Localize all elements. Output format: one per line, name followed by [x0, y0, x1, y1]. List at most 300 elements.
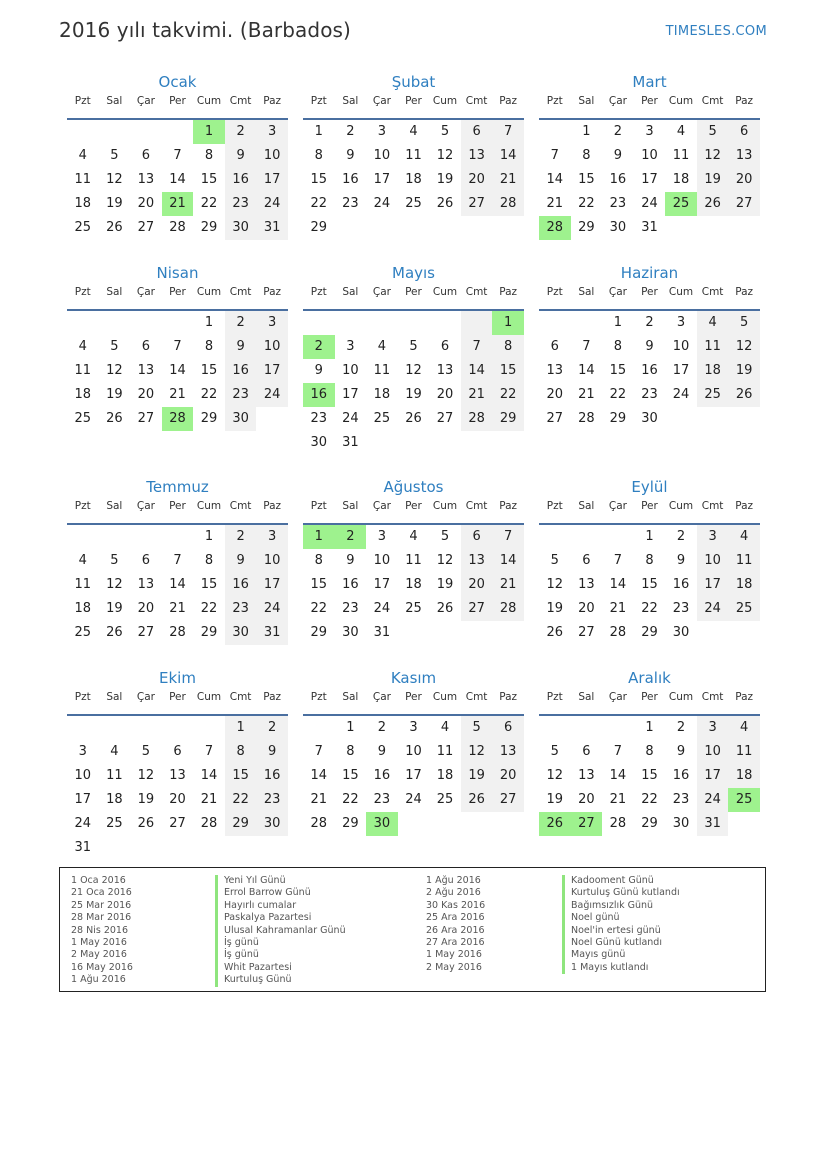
- calendar-day[interactable]: 26: [405, 411, 422, 426]
- calendar-day[interactable]: 16: [225, 359, 257, 383]
- calendar-day[interactable]: 6: [461, 525, 493, 549]
- calendar-day[interactable]: 27: [436, 411, 454, 426]
- calendar-day[interactable]: 5: [440, 529, 450, 544]
- calendar-day[interactable]: 20: [137, 601, 155, 616]
- holiday-day[interactable]: 2: [303, 335, 335, 359]
- calendar-day[interactable]: 1: [314, 124, 323, 139]
- holiday-day[interactable]: 16: [303, 383, 335, 407]
- calendar-day[interactable]: 25: [74, 625, 92, 640]
- calendar-day[interactable]: 17: [373, 577, 391, 592]
- calendar-day[interactable]: 13: [546, 363, 564, 378]
- calendar-day[interactable]: 24: [342, 411, 359, 426]
- calendar-day[interactable]: 8: [346, 744, 355, 759]
- calendar-day[interactable]: 18: [74, 387, 92, 402]
- calendar-day[interactable]: 4: [78, 148, 87, 163]
- calendar-day[interactable]: 27: [461, 192, 493, 216]
- calendar-day[interactable]: 7: [173, 148, 182, 163]
- calendar-day[interactable]: 9: [314, 363, 323, 378]
- calendar-day[interactable]: 18: [672, 172, 690, 187]
- calendar-day[interactable]: 13: [436, 363, 454, 378]
- calendar-day[interactable]: 9: [225, 335, 257, 359]
- calendar-day[interactable]: 28: [609, 816, 627, 831]
- calendar-day[interactable]: 11: [728, 740, 760, 764]
- calendar-day[interactable]: 5: [728, 311, 760, 335]
- calendar-day[interactable]: 27: [492, 788, 524, 812]
- calendar-day[interactable]: 30: [225, 621, 257, 645]
- calendar-day[interactable]: 21: [461, 383, 493, 407]
- calendar-day[interactable]: 13: [728, 144, 760, 168]
- calendar-day[interactable]: 4: [78, 339, 87, 354]
- calendar-day[interactable]: 26: [137, 816, 155, 831]
- calendar-day[interactable]: 6: [440, 339, 450, 354]
- calendar-day[interactable]: 31: [373, 625, 391, 640]
- calendar-day[interactable]: 24: [672, 387, 690, 402]
- calendar-day[interactable]: 2: [225, 120, 257, 144]
- calendar-day[interactable]: 15: [641, 768, 658, 783]
- calendar-day[interactable]: 23: [609, 196, 627, 211]
- calendar-day[interactable]: 24: [256, 597, 288, 621]
- calendar-day[interactable]: 13: [137, 577, 155, 592]
- calendar-day[interactable]: 18: [697, 359, 729, 383]
- calendar-day[interactable]: 15: [200, 172, 218, 187]
- holiday-day[interactable]: 28: [162, 407, 194, 431]
- calendar-day[interactable]: 17: [373, 172, 391, 187]
- calendar-day[interactable]: 18: [405, 577, 422, 592]
- calendar-day[interactable]: 7: [173, 553, 182, 568]
- calendar-day[interactable]: 28: [169, 625, 186, 640]
- calendar-day[interactable]: 28: [609, 625, 627, 640]
- calendar-day[interactable]: 5: [461, 716, 493, 740]
- calendar-day[interactable]: 8: [204, 553, 214, 568]
- site-link[interactable]: TIMESLES.COM: [665, 24, 767, 39]
- calendar-day[interactable]: 9: [377, 744, 387, 759]
- calendar-day[interactable]: 28: [578, 411, 595, 426]
- calendar-day[interactable]: 26: [436, 196, 454, 211]
- calendar-day[interactable]: 30: [256, 812, 288, 836]
- calendar-day[interactable]: 8: [582, 148, 591, 163]
- calendar-day[interactable]: 24: [697, 597, 729, 621]
- calendar-day[interactable]: 27: [137, 411, 155, 426]
- calendar-day[interactable]: 22: [225, 788, 257, 812]
- calendar-day[interactable]: 12: [137, 768, 155, 783]
- calendar-day[interactable]: 25: [74, 411, 92, 426]
- holiday-day[interactable]: 2: [335, 525, 367, 549]
- calendar-day[interactable]: 10: [74, 768, 92, 783]
- calendar-day[interactable]: 28: [461, 407, 493, 431]
- calendar-day[interactable]: 27: [728, 192, 760, 216]
- calendar-day[interactable]: 11: [106, 768, 123, 783]
- calendar-day[interactable]: 8: [645, 553, 654, 568]
- calendar-day[interactable]: 3: [346, 339, 355, 354]
- calendar-day[interactable]: 15: [200, 577, 218, 592]
- calendar-day[interactable]: 19: [106, 196, 123, 211]
- calendar-day[interactable]: 30: [672, 816, 690, 831]
- calendar-day[interactable]: 13: [578, 768, 595, 783]
- calendar-day[interactable]: 15: [641, 577, 658, 592]
- holiday-day[interactable]: 1: [492, 311, 524, 335]
- calendar-day[interactable]: 6: [492, 716, 524, 740]
- calendar-day[interactable]: 27: [461, 597, 493, 621]
- calendar-day[interactable]: 9: [645, 339, 654, 354]
- calendar-day[interactable]: 22: [342, 792, 359, 807]
- calendar-day[interactable]: 30: [342, 625, 359, 640]
- calendar-day[interactable]: 21: [492, 168, 524, 192]
- calendar-day[interactable]: 27: [169, 816, 186, 831]
- calendar-day[interactable]: 6: [173, 744, 182, 759]
- calendar-day[interactable]: 4: [728, 525, 760, 549]
- calendar-day[interactable]: 29: [225, 812, 257, 836]
- calendar-day[interactable]: 12: [697, 144, 729, 168]
- calendar-day[interactable]: 11: [405, 148, 422, 163]
- calendar-day[interactable]: 26: [461, 788, 493, 812]
- calendar-day[interactable]: 28: [200, 816, 218, 831]
- calendar-day[interactable]: 6: [141, 339, 151, 354]
- calendar-day[interactable]: 19: [405, 387, 422, 402]
- calendar-day[interactable]: 18: [373, 387, 391, 402]
- calendar-day[interactable]: 31: [342, 435, 359, 450]
- holiday-day[interactable]: 21: [162, 192, 194, 216]
- calendar-day[interactable]: 10: [641, 148, 658, 163]
- calendar-day[interactable]: 6: [461, 120, 493, 144]
- calendar-day[interactable]: 19: [436, 172, 454, 187]
- calendar-day[interactable]: 10: [672, 339, 690, 354]
- calendar-day[interactable]: 12: [728, 335, 760, 359]
- calendar-day[interactable]: 18: [728, 764, 760, 788]
- calendar-day[interactable]: 12: [546, 768, 564, 783]
- calendar-day[interactable]: 21: [609, 601, 627, 616]
- calendar-day[interactable]: 7: [613, 553, 623, 568]
- calendar-day[interactable]: 3: [676, 315, 686, 330]
- calendar-day[interactable]: 11: [697, 335, 729, 359]
- calendar-day[interactable]: 23: [225, 597, 257, 621]
- calendar-day[interactable]: 5: [697, 120, 729, 144]
- calendar-day[interactable]: 3: [409, 720, 418, 735]
- calendar-day[interactable]: 12: [106, 577, 123, 592]
- calendar-day[interactable]: 8: [204, 148, 214, 163]
- calendar-day[interactable]: 6: [550, 339, 559, 354]
- calendar-day[interactable]: 19: [461, 764, 493, 788]
- calendar-day[interactable]: 18: [728, 573, 760, 597]
- calendar-day[interactable]: 13: [461, 144, 493, 168]
- calendar-day[interactable]: 16: [672, 577, 690, 592]
- calendar-day[interactable]: 15: [492, 359, 524, 383]
- calendar-day[interactable]: 4: [697, 311, 729, 335]
- calendar-day[interactable]: 22: [641, 601, 658, 616]
- calendar-day[interactable]: 13: [492, 740, 524, 764]
- calendar-day[interactable]: 3: [697, 525, 729, 549]
- calendar-day[interactable]: 4: [110, 744, 119, 759]
- calendar-day[interactable]: 7: [550, 148, 559, 163]
- calendar-day[interactable]: 3: [645, 124, 654, 139]
- calendar-day[interactable]: 6: [141, 148, 151, 163]
- calendar-day[interactable]: 5: [550, 744, 559, 759]
- calendar-day[interactable]: 5: [110, 148, 119, 163]
- holiday-day[interactable]: 25: [728, 788, 760, 812]
- calendar-day[interactable]: 13: [578, 577, 595, 592]
- calendar-day[interactable]: 12: [436, 148, 454, 163]
- calendar-day[interactable]: 3: [377, 529, 387, 544]
- calendar-day[interactable]: 24: [405, 792, 422, 807]
- calendar-day[interactable]: 26: [728, 383, 760, 407]
- calendar-day[interactable]: 22: [200, 387, 218, 402]
- calendar-day[interactable]: 10: [697, 549, 729, 573]
- calendar-day[interactable]: 22: [310, 196, 328, 211]
- calendar-day[interactable]: 28: [492, 597, 524, 621]
- calendar-day[interactable]: 13: [461, 549, 493, 573]
- calendar-day[interactable]: 15: [200, 363, 218, 378]
- calendar-day[interactable]: 17: [74, 792, 92, 807]
- calendar-day[interactable]: 26: [106, 411, 123, 426]
- calendar-day[interactable]: 15: [310, 577, 328, 592]
- calendar-day[interactable]: 23: [225, 192, 257, 216]
- calendar-day[interactable]: 29: [578, 220, 595, 235]
- calendar-day[interactable]: 4: [409, 529, 418, 544]
- calendar-day[interactable]: 16: [342, 577, 359, 592]
- calendar-day[interactable]: 2: [676, 720, 686, 735]
- calendar-day[interactable]: 29: [200, 625, 218, 640]
- calendar-day[interactable]: 24: [373, 196, 391, 211]
- calendar-day[interactable]: 10: [405, 744, 422, 759]
- calendar-day[interactable]: 25: [697, 383, 729, 407]
- calendar-day[interactable]: 15: [310, 172, 328, 187]
- calendar-day[interactable]: 6: [141, 553, 151, 568]
- calendar-day[interactable]: 11: [405, 553, 422, 568]
- calendar-day[interactable]: 12: [461, 740, 493, 764]
- calendar-day[interactable]: 22: [200, 196, 218, 211]
- calendar-day[interactable]: 8: [204, 339, 214, 354]
- calendar-day[interactable]: 26: [106, 625, 123, 640]
- calendar-day[interactable]: 16: [641, 363, 658, 378]
- holiday-day[interactable]: 1: [303, 525, 335, 549]
- calendar-day[interactable]: 21: [546, 196, 564, 211]
- holiday-day[interactable]: 25: [665, 192, 697, 216]
- calendar-day[interactable]: 2: [225, 525, 257, 549]
- calendar-day[interactable]: 29: [609, 411, 627, 426]
- calendar-day[interactable]: 4: [440, 720, 450, 735]
- calendar-day[interactable]: 14: [169, 577, 186, 592]
- calendar-day[interactable]: 17: [697, 764, 729, 788]
- calendar-day[interactable]: 25: [436, 792, 454, 807]
- calendar-day[interactable]: 26: [697, 192, 729, 216]
- calendar-day[interactable]: 12: [546, 577, 564, 592]
- calendar-day[interactable]: 16: [225, 573, 257, 597]
- calendar-day[interactable]: 9: [346, 553, 355, 568]
- holiday-day[interactable]: 28: [539, 216, 571, 240]
- calendar-day[interactable]: 14: [200, 768, 218, 783]
- calendar-day[interactable]: 29: [200, 220, 218, 235]
- calendar-day[interactable]: 10: [256, 144, 288, 168]
- calendar-day[interactable]: 9: [346, 148, 355, 163]
- calendar-day[interactable]: 20: [137, 387, 155, 402]
- calendar-day[interactable]: 9: [613, 148, 623, 163]
- calendar-day[interactable]: 23: [256, 788, 288, 812]
- calendar-day[interactable]: 22: [641, 792, 658, 807]
- calendar-day[interactable]: 16: [342, 172, 359, 187]
- calendar-day[interactable]: 2: [676, 529, 686, 544]
- calendar-day[interactable]: 23: [342, 196, 359, 211]
- calendar-day[interactable]: 12: [405, 363, 422, 378]
- calendar-day[interactable]: 20: [728, 168, 760, 192]
- calendar-day[interactable]: 14: [546, 172, 564, 187]
- calendar-day[interactable]: 4: [78, 553, 87, 568]
- calendar-day[interactable]: 11: [74, 363, 92, 378]
- calendar-day[interactable]: 3: [377, 124, 387, 139]
- calendar-day[interactable]: 17: [672, 363, 690, 378]
- calendar-day[interactable]: 31: [641, 220, 658, 235]
- calendar-day[interactable]: 14: [492, 549, 524, 573]
- calendar-day[interactable]: 17: [342, 387, 359, 402]
- calendar-day[interactable]: 1: [225, 716, 257, 740]
- calendar-day[interactable]: 9: [225, 144, 257, 168]
- calendar-day[interactable]: 20: [578, 601, 595, 616]
- calendar-day[interactable]: 11: [728, 549, 760, 573]
- calendar-day[interactable]: 6: [582, 744, 591, 759]
- calendar-day[interactable]: 2: [346, 124, 355, 139]
- calendar-day[interactable]: 1: [204, 315, 214, 330]
- calendar-day[interactable]: 17: [405, 768, 422, 783]
- calendar-day[interactable]: 2: [225, 311, 257, 335]
- calendar-day[interactable]: 10: [256, 549, 288, 573]
- calendar-day[interactable]: 19: [137, 792, 155, 807]
- calendar-day[interactable]: 24: [697, 788, 729, 812]
- calendar-day[interactable]: 21: [169, 601, 186, 616]
- calendar-day[interactable]: 22: [492, 383, 524, 407]
- calendar-day[interactable]: 5: [141, 744, 151, 759]
- calendar-day[interactable]: 29: [641, 816, 658, 831]
- calendar-day[interactable]: 19: [106, 387, 123, 402]
- calendar-day[interactable]: 17: [641, 172, 658, 187]
- calendar-day[interactable]: 2: [377, 720, 387, 735]
- calendar-day[interactable]: 22: [609, 387, 627, 402]
- calendar-day[interactable]: 23: [672, 601, 690, 616]
- calendar-day[interactable]: 30: [609, 220, 627, 235]
- calendar-day[interactable]: 8: [492, 335, 524, 359]
- calendar-day[interactable]: 5: [550, 553, 559, 568]
- calendar-day[interactable]: 14: [461, 359, 493, 383]
- calendar-day[interactable]: 19: [697, 168, 729, 192]
- calendar-day[interactable]: 7: [314, 744, 323, 759]
- calendar-day[interactable]: 7: [492, 525, 524, 549]
- calendar-day[interactable]: 11: [373, 363, 391, 378]
- calendar-day[interactable]: 11: [74, 172, 92, 187]
- calendar-day[interactable]: 5: [110, 339, 119, 354]
- calendar-day[interactable]: 10: [256, 335, 288, 359]
- calendar-day[interactable]: 21: [609, 792, 627, 807]
- calendar-day[interactable]: 21: [492, 573, 524, 597]
- calendar-day[interactable]: 21: [578, 387, 595, 402]
- calendar-day[interactable]: 8: [225, 740, 257, 764]
- calendar-day[interactable]: 16: [672, 768, 690, 783]
- calendar-day[interactable]: 6: [582, 553, 591, 568]
- calendar-day[interactable]: 16: [225, 168, 257, 192]
- calendar-day[interactable]: 2: [613, 124, 623, 139]
- calendar-day[interactable]: 8: [645, 744, 654, 759]
- calendar-day[interactable]: 25: [373, 411, 391, 426]
- calendar-day[interactable]: 3: [78, 744, 87, 759]
- calendar-day[interactable]: 19: [546, 792, 564, 807]
- calendar-day[interactable]: 18: [405, 172, 422, 187]
- calendar-day[interactable]: 10: [373, 148, 391, 163]
- calendar-day[interactable]: 26: [546, 625, 564, 640]
- calendar-day[interactable]: 1: [645, 529, 654, 544]
- calendar-day[interactable]: 13: [137, 172, 155, 187]
- calendar-day[interactable]: 5: [110, 553, 119, 568]
- calendar-day[interactable]: 3: [256, 120, 288, 144]
- calendar-day[interactable]: 25: [405, 196, 422, 211]
- calendar-day[interactable]: 19: [728, 359, 760, 383]
- calendar-day[interactable]: 20: [461, 573, 493, 597]
- calendar-day[interactable]: 7: [613, 744, 623, 759]
- calendar-day[interactable]: 28: [169, 220, 186, 235]
- calendar-day[interactable]: 30: [225, 216, 257, 240]
- calendar-day[interactable]: 27: [137, 625, 155, 640]
- calendar-day[interactable]: 13: [169, 768, 186, 783]
- holiday-day[interactable]: 27: [571, 812, 603, 836]
- calendar-day[interactable]: 28: [310, 816, 328, 831]
- calendar-day[interactable]: 27: [578, 625, 595, 640]
- calendar-day[interactable]: 26: [106, 220, 123, 235]
- calendar-day[interactable]: 4: [409, 124, 418, 139]
- calendar-day[interactable]: 24: [256, 192, 288, 216]
- calendar-day[interactable]: 4: [676, 124, 686, 139]
- calendar-day[interactable]: 12: [106, 172, 123, 187]
- calendar-day[interactable]: 23: [373, 792, 391, 807]
- calendar-day[interactable]: 16: [609, 172, 627, 187]
- calendar-day[interactable]: 3: [256, 525, 288, 549]
- calendar-day[interactable]: 1: [582, 124, 591, 139]
- calendar-day[interactable]: 22: [200, 601, 218, 616]
- calendar-day[interactable]: 7: [204, 744, 214, 759]
- calendar-day[interactable]: 20: [492, 764, 524, 788]
- calendar-day[interactable]: 16: [256, 764, 288, 788]
- holiday-day[interactable]: 1: [193, 120, 225, 144]
- calendar-day[interactable]: 1: [346, 720, 355, 735]
- calendar-day[interactable]: 25: [106, 816, 123, 831]
- calendar-day[interactable]: 7: [461, 335, 493, 359]
- calendar-day[interactable]: 18: [74, 196, 92, 211]
- calendar-day[interactable]: 22: [310, 601, 328, 616]
- calendar-day[interactable]: 9: [225, 549, 257, 573]
- calendar-day[interactable]: 23: [310, 411, 328, 426]
- calendar-day[interactable]: 14: [492, 144, 524, 168]
- calendar-day[interactable]: 25: [405, 601, 422, 616]
- calendar-day[interactable]: 19: [546, 601, 564, 616]
- calendar-day[interactable]: 30: [672, 625, 690, 640]
- calendar-day[interactable]: 20: [436, 387, 454, 402]
- calendar-day[interactable]: 20: [137, 196, 155, 211]
- calendar-day[interactable]: 24: [641, 196, 658, 211]
- calendar-day[interactable]: 19: [436, 577, 454, 592]
- calendar-day[interactable]: 21: [200, 792, 218, 807]
- holiday-day[interactable]: 26: [539, 812, 571, 836]
- calendar-day[interactable]: 24: [74, 816, 92, 831]
- calendar-day[interactable]: 23: [641, 387, 658, 402]
- calendar-day[interactable]: 8: [314, 553, 323, 568]
- calendar-day[interactable]: 24: [256, 383, 288, 407]
- calendar-day[interactable]: 29: [310, 625, 328, 640]
- calendar-day[interactable]: 15: [225, 764, 257, 788]
- calendar-day[interactable]: 2: [256, 716, 288, 740]
- calendar-day[interactable]: 23: [225, 383, 257, 407]
- calendar-day[interactable]: 12: [436, 553, 454, 568]
- calendar-day[interactable]: 17: [256, 573, 288, 597]
- calendar-day[interactable]: 1: [613, 315, 623, 330]
- calendar-day[interactable]: 18: [74, 601, 92, 616]
- calendar-day[interactable]: 5: [440, 124, 450, 139]
- calendar-day[interactable]: 20: [546, 387, 564, 402]
- calendar-day[interactable]: 25: [74, 220, 92, 235]
- calendar-day[interactable]: 30: [310, 435, 328, 450]
